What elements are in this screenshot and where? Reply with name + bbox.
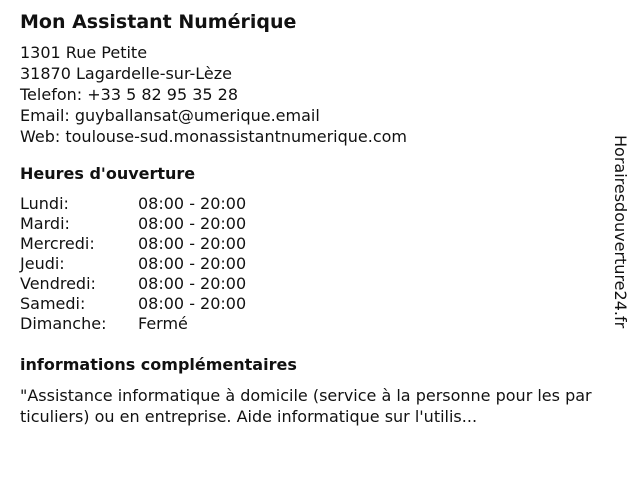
street-address: 1301 Rue Petite (20, 43, 148, 62)
hours-time: 08:00 - 20:00 (138, 294, 247, 313)
hours-day: Jeudi: (20, 254, 65, 273)
hours-day: Mercredi: (20, 234, 95, 253)
hours-row (20, 274, 246, 294)
hours-row (20, 234, 246, 254)
business-name: Mon Assistant Numérique (20, 11, 297, 33)
hours-row (20, 214, 246, 234)
hours-time: 08:00 - 20:00 (138, 194, 247, 213)
contact-block (20, 42, 407, 147)
hours-time: 08:00 - 20:00 (138, 254, 247, 273)
hours-time: 08:00 - 20:00 (138, 234, 247, 253)
hours-row (20, 314, 246, 334)
hours-time: 08:00 - 20:00 (138, 274, 247, 293)
phone-number: Telefon: +33 5 82 95 35 28 (20, 85, 239, 104)
city-address: 31870 Lagardelle-sur-Lèze (20, 64, 232, 83)
hours-day: Lundi: (20, 194, 69, 213)
website: Web: toulouse-sud.monassistantnumerique.com (20, 127, 408, 146)
hours-day: Vendredi: (20, 274, 96, 293)
hours-day: Samedi: (20, 294, 86, 313)
info-heading: informations complémentaires (20, 355, 297, 374)
hours-day: Dimanche: (20, 314, 107, 333)
hours-heading: Heures d'ouverture (20, 164, 196, 183)
hours-day: Mardi: (20, 214, 70, 233)
hours-row (20, 294, 246, 314)
email-address: Email: guyballansat@umerique.email (20, 106, 320, 125)
hours-row (20, 254, 246, 274)
site-watermark: Horairesdouverture24.fr (611, 135, 630, 329)
hours-time: 08:00 - 20:00 (138, 214, 247, 233)
hours-time: Fermé (138, 314, 188, 333)
hours-table (20, 194, 246, 334)
hours-row (20, 194, 246, 214)
info-description: "Assistance informatique à domicile (service à la personne pour les particuliers) ou en entreprise. Aide informatique sur l'utilis... (20, 386, 592, 426)
